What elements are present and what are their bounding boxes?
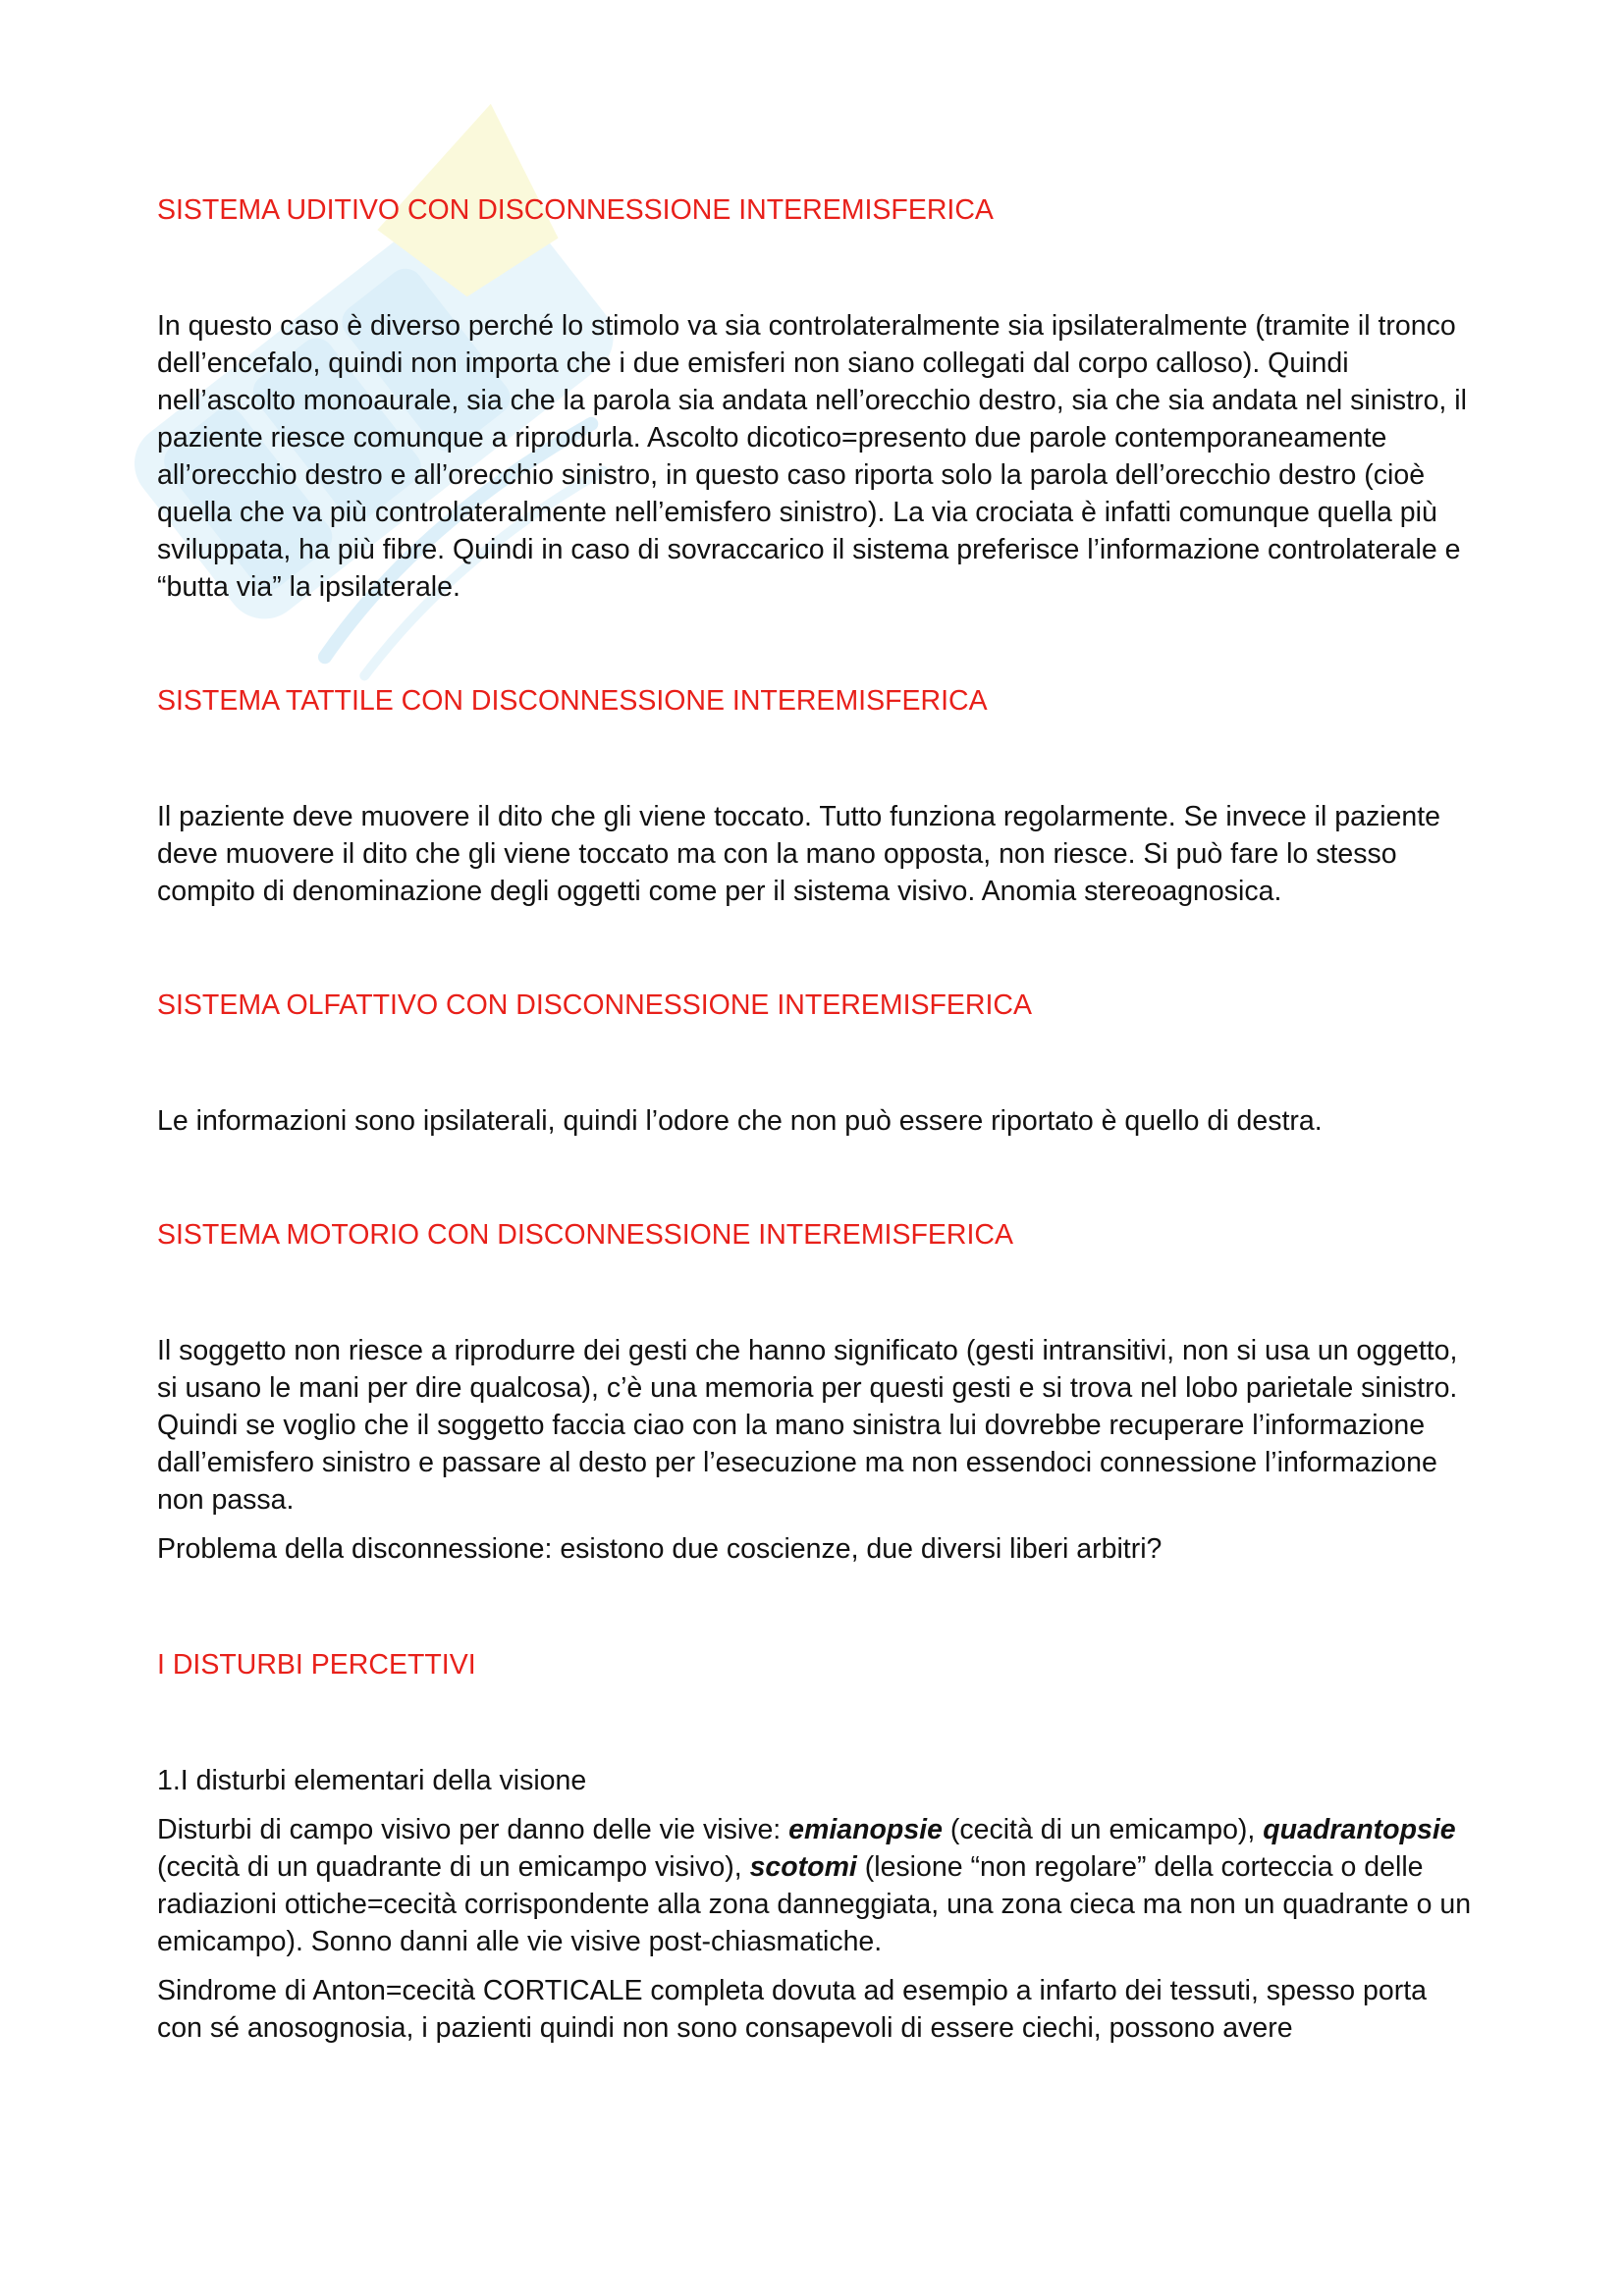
paragraph-anton-syndrome: Sindrome di Anton=cecità CORTICALE completa dovuta ad esempio a infarto dei tessuti, spesso porta con sé anosognosia, i pazienti quindi non sono consapevoli di essere ciechi, possono avere bbox=[157, 1975, 1427, 2044]
text-run: Disturbi di campo visivo per danno delle vie visive: bbox=[157, 1814, 789, 1845]
text-run: (cecità di un emicampo), bbox=[942, 1814, 1264, 1845]
term-emianopsie: emianopsie bbox=[788, 1814, 943, 1845]
section-body-olfattivo: Le informazioni sono ipsilaterali, quindi l’odore che non può essere riportato è quello di destra. bbox=[157, 1105, 1323, 1137]
section-heading-tattile: SISTEMA TATTILE CON DISCONNESSIONE INTEREMISFERICA bbox=[157, 685, 988, 717]
text-run: (lesione “non regolare” della corteccia o delle radiazioni ottiche=cecità corrispondente alla zona danneggiata, una zona cieca ma non un quadrante o un emicampo). Sonno danni alle vie visive post-chiasmatiche. bbox=[157, 1851, 1472, 1957]
document-page bbox=[157, 191, 1473, 2047]
section-heading-uditivo: SISTEMA UDITIVO CON DISCONNESSIONE INTEREMISFERICA bbox=[157, 194, 994, 226]
section-body-uditivo: In questo caso è diverso perché lo stimolo va sia controlateralmente sia ipsilateralmente (tramite il tronco dell’encefalo, quindi non importa che i due emisferi non siano collegati dal corpo calloso). Quindi nell’ascolto monoaurale, sia che la parola sia andata nell’orecchio destro, sia che sia andata nel sinistro, il paziente riesce comunque a riprodurla. Ascolto dicotico=presento due parole contemporaneamente all’orecchio destro e all’orecchio sinistro, in questo caso riporta solo la parola dell’orecchio destro (cioè quella che va più controlateralmente nell’emisfero sinistro). La via crociata è infatti comunque quella più sviluppata, ha più fibre. Quindi in caso di sovraccarico il sistema preferisce l’informazione controlaterale e “butta via” la ipsilaterale. bbox=[157, 310, 1467, 603]
section-body-motorio: Il soggetto non riesce a riprodurre dei gesti che hanno significato (gesti intransitivi, non si usa un oggetto, si usano le mani per dire qualcosa), c’è una memoria per questi gesti e si trova nel lobo parietale sinistro. Quindi se voglio che il soggetto faccia ciao con la mano sinistra lui dovrebbe recuperare l’informazione dall’emisfero sinistro e passare al desto per l’esecuzione ma non essendoci connessione l’informazione non passa. bbox=[157, 1335, 1458, 1516]
subsection-heading-visione: 1.I disturbi elementari della visione bbox=[157, 1765, 587, 1796]
section-body-motorio-question: Problema della disconnessione: esistono due coscienze, due diversi liberi arbitri? bbox=[157, 1533, 1163, 1565]
section-heading-olfattivo: SISTEMA OLFATTIVO CON DISCONNESSIONE INTEREMISFERICA bbox=[157, 989, 1033, 1021]
section-heading-percettivi: I DISTURBI PERCETTIVI bbox=[157, 1649, 476, 1681]
term-quadrantopsie: quadrantopsie bbox=[1263, 1814, 1456, 1845]
section-heading-motorio: SISTEMA MOTORIO CON DISCONNESSIONE INTEREMISFERICA bbox=[157, 1219, 1013, 1251]
paragraph-visual-field-disorders bbox=[157, 1811, 1473, 1960]
term-scotomi: scotomi bbox=[749, 1851, 857, 1883]
text-run: (cecità di un quadrante di un emicampo visivo), bbox=[157, 1851, 750, 1883]
section-body-tattile: Il paziente deve muovere il dito che gli viene toccato. Tutto funziona regolarmente. Se invece il paziente deve muovere il dito che gli viene toccato ma con la mano opposta, non riesce. Si può fare lo stesso compito di denominazione degli oggetti come per il sistema visivo. Anomia stereoagnosica. bbox=[157, 801, 1441, 907]
